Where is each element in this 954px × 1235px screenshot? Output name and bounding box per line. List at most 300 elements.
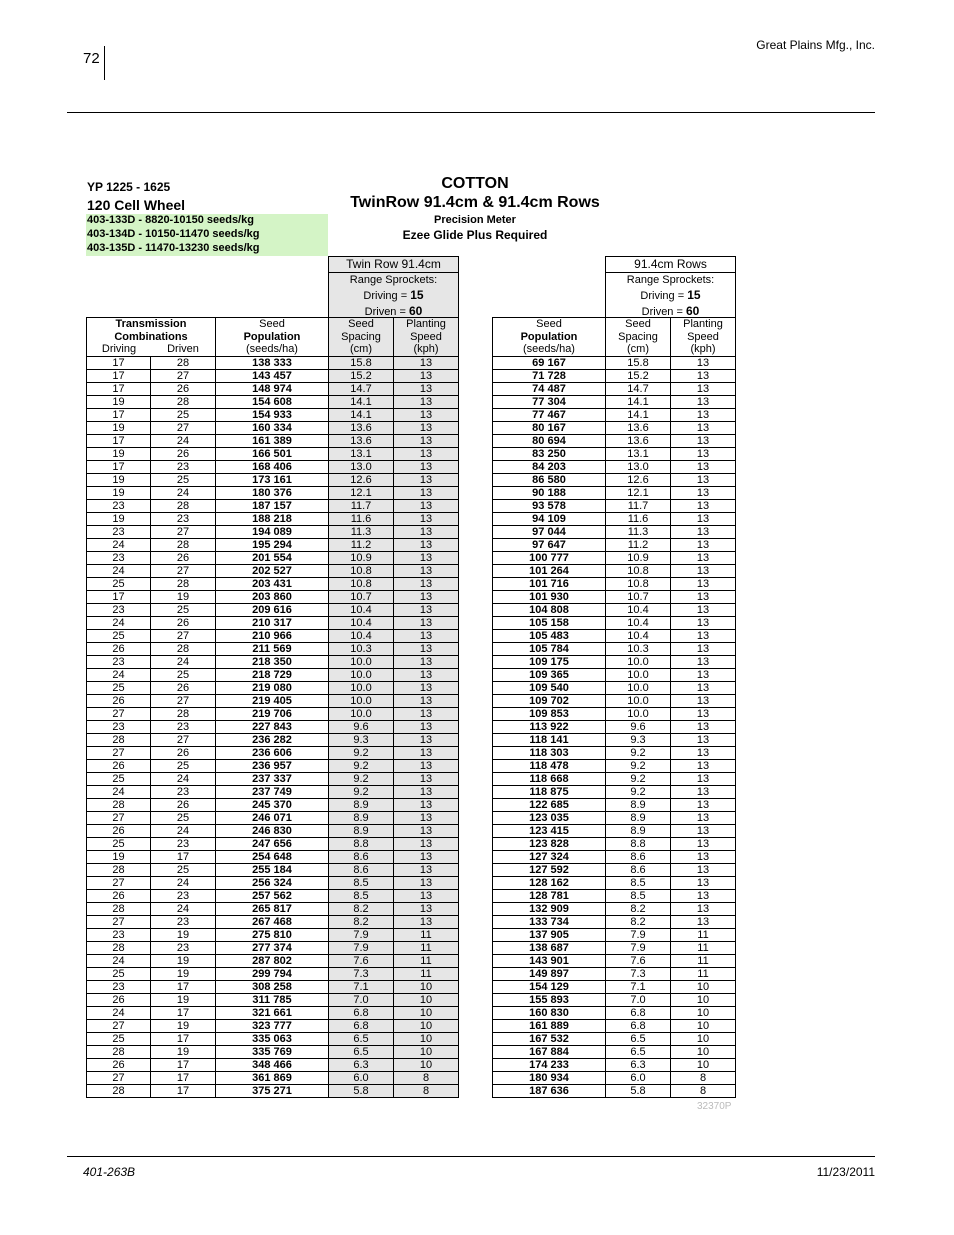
table-cell: 335 063 (216, 1032, 329, 1045)
table-cell: 13 (394, 733, 459, 746)
table-row (87, 902, 459, 915)
table-cell: 13 (394, 694, 459, 707)
table-cell: 10.0 (329, 655, 394, 668)
table-cell: 23 (151, 512, 216, 525)
table-cell: 27 (87, 915, 151, 928)
table-cell: 210 317 (216, 616, 329, 629)
table-cell: 245 370 (216, 798, 329, 811)
table-cell: 26 (151, 551, 216, 564)
table-cell: 11 (394, 928, 459, 941)
driving-header: Driving (101, 343, 137, 356)
table-cell: 13 (671, 811, 736, 824)
speed-header: Planting Speed (kph) (671, 318, 736, 357)
table-cell: 6.5 (329, 1032, 394, 1045)
table-cell: 27 (87, 746, 151, 759)
table-row (87, 1071, 459, 1084)
table-cell: 227 843 (216, 720, 329, 733)
table-cell: 323 777 (216, 1019, 329, 1032)
table-cell: 128 781 (493, 889, 606, 902)
table-cell: 13 (671, 564, 736, 577)
table-cell: 10.8 (329, 564, 394, 577)
table-cell: 8.9 (606, 811, 671, 824)
table-cell: 10.0 (329, 668, 394, 681)
table-cell: 194 089 (216, 525, 329, 538)
table-cell: 24 (87, 564, 151, 577)
table-cell: 80 694 (493, 434, 606, 447)
table-cell: 10 (671, 1019, 736, 1032)
table-cell: 7.0 (606, 993, 671, 1006)
table-cell: 13 (671, 772, 736, 785)
table-cell: 77 467 (493, 408, 606, 421)
table-cell: 26 (151, 746, 216, 759)
table-cell: 19 (87, 486, 151, 499)
table-row (87, 382, 459, 395)
table-row (493, 824, 736, 837)
table-cell: 23 (87, 720, 151, 733)
table-cell: 26 (87, 759, 151, 772)
table-cell: 211 569 (216, 642, 329, 655)
table-cell: 19 (87, 395, 151, 408)
table-cell: 13 (671, 629, 736, 642)
table-cell: 13 (671, 434, 736, 447)
table-row (87, 954, 459, 967)
table-cell: 154 129 (493, 980, 606, 993)
table-cell: 13 (394, 486, 459, 499)
table-cell: 13 (671, 837, 736, 850)
table-cell: 348 466 (216, 1058, 329, 1071)
table-cell: 133 734 (493, 915, 606, 928)
table-cell: 9.2 (329, 746, 394, 759)
table-cell: 13 (394, 746, 459, 759)
table-row (87, 642, 459, 655)
table-cell: 13 (671, 421, 736, 434)
table-row (87, 759, 459, 772)
table-row (493, 434, 736, 447)
table-cell: 8.9 (606, 798, 671, 811)
table-cell: 13 (394, 811, 459, 824)
chart-title-block (330, 175, 620, 243)
table-cell: 11.2 (329, 538, 394, 551)
table-cell: 17 (87, 356, 151, 369)
table-row (493, 356, 736, 369)
table-cell: 109 540 (493, 681, 606, 694)
table-cell: 8.6 (606, 850, 671, 863)
driven-header: Driven (167, 343, 199, 356)
table-cell: 13.0 (606, 460, 671, 473)
table-cell: 10.3 (329, 642, 394, 655)
table-row (493, 850, 736, 863)
table-cell: 13 (671, 668, 736, 681)
transmission-header: Transmission Combinations Driving Driven (87, 318, 216, 357)
table-row (87, 577, 459, 590)
table-cell: 10.3 (606, 642, 671, 655)
table-cell: 13 (394, 590, 459, 603)
table-cell: 13 (394, 408, 459, 421)
table-cell: 19 (151, 993, 216, 1006)
table-cell: 10 (394, 1019, 459, 1032)
table-row (493, 369, 736, 382)
table-cell: 97 647 (493, 538, 606, 551)
table-cell: 17 (151, 980, 216, 993)
table-cell: 13 (394, 382, 459, 395)
table-cell: 10.4 (606, 616, 671, 629)
table-cell: 25 (151, 863, 216, 876)
table-cell: 254 648 (216, 850, 329, 863)
table-cell: 17 (87, 460, 151, 473)
table-cell: 28 (151, 499, 216, 512)
table-cell: 6.5 (606, 1045, 671, 1058)
table-cell: 23 (151, 915, 216, 928)
table-cell: 13 (394, 577, 459, 590)
table-cell: 10.4 (329, 603, 394, 616)
header-rule (67, 112, 875, 113)
table-cell: 160 334 (216, 421, 329, 434)
table-cell: 137 905 (493, 928, 606, 941)
table-cell: 13 (671, 902, 736, 915)
table-cell: 27 (87, 811, 151, 824)
range-sprockets-label: Range Sprockets: (626, 274, 715, 286)
table-cell: 138 333 (216, 356, 329, 369)
table-row (87, 980, 459, 993)
table-cell: 7.9 (606, 928, 671, 941)
spacing-header: Seed Spacing (cm) (329, 318, 394, 357)
table-row (87, 603, 459, 616)
table-row (87, 486, 459, 499)
table-cell: 24 (151, 434, 216, 447)
table-cell: 10 (394, 980, 459, 993)
table-cell: 11 (671, 954, 736, 967)
table-cell: 13 (394, 681, 459, 694)
table-cell: 8.6 (606, 863, 671, 876)
table-cell: 27 (87, 876, 151, 889)
table-row (493, 408, 736, 421)
table-cell: 19 (151, 1045, 216, 1058)
table-cell: 195 294 (216, 538, 329, 551)
table-cell: 13 (394, 759, 459, 772)
table-cell: 10.4 (606, 603, 671, 616)
table-cell: 13 (394, 395, 459, 408)
table-cell: 19 (87, 473, 151, 486)
table-cell: 26 (151, 798, 216, 811)
table-cell: 27 (151, 525, 216, 538)
footer-rule (67, 1156, 875, 1157)
table-cell: 23 (87, 551, 151, 564)
table-cell: 7.1 (606, 980, 671, 993)
table-cell: 8 (394, 1084, 459, 1097)
table-row (493, 863, 736, 876)
table-cell: 201 554 (216, 551, 329, 564)
table-cell: 10.4 (329, 616, 394, 629)
table-cell: 12.6 (329, 473, 394, 486)
table-cell: 13 (671, 785, 736, 798)
table-cell: 299 794 (216, 967, 329, 980)
driven-value: 60 (685, 304, 700, 318)
table-cell: 27 (151, 629, 216, 642)
table-cell: 26 (87, 889, 151, 902)
table-cell: 17 (87, 369, 151, 382)
table-cell: 93 578 (493, 499, 606, 512)
table-cell: 287 802 (216, 954, 329, 967)
table-row (493, 538, 736, 551)
table-row (493, 980, 736, 993)
table-cell: 13 (394, 655, 459, 668)
twin-row-header (328, 256, 459, 318)
table-cell: 132 909 (493, 902, 606, 915)
table-cell: 24 (151, 772, 216, 785)
seed-option: 403-135D - 11470-13230 seeds/kg (87, 242, 260, 254)
table-cell: 10 (671, 993, 736, 1006)
table-cell: 6.0 (606, 1071, 671, 1084)
table-cell: 7.9 (329, 941, 394, 954)
table-cell: 13 (394, 603, 459, 616)
table-cell: 25 (87, 837, 151, 850)
rows-title: TwinRow 91.4cm & 91.4cm Rows (350, 194, 600, 211)
table-cell: 9.2 (606, 759, 671, 772)
table-cell: 13 (671, 577, 736, 590)
table-cell: 13.6 (329, 434, 394, 447)
table-row (493, 915, 736, 928)
table-cell: 13 (671, 538, 736, 551)
table-cell: 6.8 (606, 1019, 671, 1032)
table-cell: 23 (87, 499, 151, 512)
table-cell: 13 (671, 460, 736, 473)
table-cell: 17 (87, 382, 151, 395)
table-cell: 13 (671, 486, 736, 499)
table-row (493, 889, 736, 902)
table-row (87, 616, 459, 629)
table-cell: 10 (671, 1045, 736, 1058)
table-row (87, 395, 459, 408)
driving-value: 15 (410, 288, 424, 302)
table-cell: 13 (394, 551, 459, 564)
table-cell: 8 (671, 1071, 736, 1084)
table-cell: 256 324 (216, 876, 329, 889)
table-cell: 13 (394, 525, 459, 538)
table-cell: 28 (87, 798, 151, 811)
table-cell: 187 157 (216, 499, 329, 512)
rows-header (605, 256, 736, 318)
driven-value: 60 (408, 304, 423, 318)
table-cell: 7.9 (329, 928, 394, 941)
table-row (87, 434, 459, 447)
table-cell: 10.0 (329, 707, 394, 720)
table-cell: 188 218 (216, 512, 329, 525)
table-row (493, 1032, 736, 1045)
table-cell: 143 457 (216, 369, 329, 382)
table-cell: 13 (394, 434, 459, 447)
table-row (493, 642, 736, 655)
table-cell: 11 (671, 941, 736, 954)
table-row (493, 1019, 736, 1032)
table-cell: 13.6 (329, 421, 394, 434)
table-cell: 13 (394, 720, 459, 733)
table-cell: 7.6 (329, 954, 394, 967)
table-cell: 24 (87, 954, 151, 967)
table-cell: 6.0 (329, 1071, 394, 1084)
table-cell: 24 (151, 486, 216, 499)
table-row (493, 421, 736, 434)
table-cell: 10 (394, 993, 459, 1006)
table-cell: 19 (151, 1019, 216, 1032)
table-cell: 13 (671, 447, 736, 460)
table-cell: 25 (151, 408, 216, 421)
table-row (493, 837, 736, 850)
table-cell: 109 365 (493, 668, 606, 681)
table-cell: 12.6 (606, 473, 671, 486)
table-cell: 155 893 (493, 993, 606, 1006)
table-cell: 69 167 (493, 356, 606, 369)
table-cell: 27 (151, 733, 216, 746)
table-header-row (493, 318, 736, 357)
table-row (493, 785, 736, 798)
table-cell: 13 (394, 616, 459, 629)
table-cell: 8.9 (329, 798, 394, 811)
table-cell: 28 (87, 733, 151, 746)
table-cell: 13 (394, 850, 459, 863)
table-cell: 246 071 (216, 811, 329, 824)
table-cell: 13.6 (606, 434, 671, 447)
table-cell: 17 (151, 1032, 216, 1045)
table-row (493, 694, 736, 707)
table-row (493, 746, 736, 759)
table-cell: 166 501 (216, 447, 329, 460)
table-cell: 77 304 (493, 395, 606, 408)
table-cell: 13 (671, 369, 736, 382)
table-row (87, 798, 459, 811)
table-cell: 218 350 (216, 655, 329, 668)
table-row (493, 525, 736, 538)
table-cell: 13 (394, 876, 459, 889)
table-cell: 105 158 (493, 616, 606, 629)
table-row (87, 681, 459, 694)
table-cell: 24 (87, 1006, 151, 1019)
table-cell: 7.3 (606, 967, 671, 980)
population-header: Seed Population (seeds/ha) (493, 318, 606, 357)
table-cell: 105 784 (493, 642, 606, 655)
table-cell: 5.8 (606, 1084, 671, 1097)
table-cell: 11.7 (606, 499, 671, 512)
table-cell: 104 808 (493, 603, 606, 616)
table-cell: 13 (671, 525, 736, 538)
table-cell: 311 785 (216, 993, 329, 1006)
table-cell: 26 (87, 1058, 151, 1071)
table-cell: 11.7 (329, 499, 394, 512)
table-cell: 14.1 (329, 395, 394, 408)
table-row (493, 798, 736, 811)
table-row (493, 1084, 736, 1097)
table-cell: 128 162 (493, 876, 606, 889)
table-cell: 23 (87, 525, 151, 538)
table-cell: 19 (151, 967, 216, 980)
table-cell: 11.6 (329, 512, 394, 525)
table-row (493, 395, 736, 408)
table-row (493, 967, 736, 980)
table-row (493, 720, 736, 733)
table-cell: 8.5 (606, 889, 671, 902)
table-cell: 143 901 (493, 954, 606, 967)
table-cell: 26 (87, 642, 151, 655)
table-cell: 236 957 (216, 759, 329, 772)
table-cell: 27 (87, 1019, 151, 1032)
table-cell: 308 258 (216, 980, 329, 993)
table-row (87, 824, 459, 837)
table-cell: 203 431 (216, 577, 329, 590)
table-row (87, 967, 459, 980)
table-cell: 8 (394, 1071, 459, 1084)
table-row (493, 1006, 736, 1019)
table-cell: 19 (151, 928, 216, 941)
table-cell: 23 (151, 460, 216, 473)
table-cell: 160 830 (493, 1006, 606, 1019)
table-cell: 161 389 (216, 434, 329, 447)
table-row (87, 1084, 459, 1097)
table-cell: 101 264 (493, 564, 606, 577)
table-cell: 10.0 (606, 655, 671, 668)
table-row (87, 668, 459, 681)
table-cell: 13 (394, 668, 459, 681)
table-cell: 7.6 (606, 954, 671, 967)
table-cell: 14.1 (329, 408, 394, 421)
table-cell: 13 (394, 512, 459, 525)
table-cell: 7.9 (606, 941, 671, 954)
rows-table (492, 317, 736, 1098)
table-cell: 109 175 (493, 655, 606, 668)
table-cell: 13 (394, 564, 459, 577)
table-cell: 25 (151, 759, 216, 772)
table-cell: 109 702 (493, 694, 606, 707)
table-row (87, 915, 459, 928)
table-cell: 26 (151, 616, 216, 629)
table-row (493, 564, 736, 577)
table-cell: 219 405 (216, 694, 329, 707)
table-cell: 10.0 (606, 707, 671, 720)
table-cell: 237 749 (216, 785, 329, 798)
table-cell: 15.2 (329, 369, 394, 382)
table-row (87, 720, 459, 733)
table-cell: 25 (87, 681, 151, 694)
table-cell: 17 (151, 1071, 216, 1084)
table-cell: 8.8 (606, 837, 671, 850)
table-cell: 9.2 (606, 785, 671, 798)
table-row (493, 1045, 736, 1058)
table-cell: 24 (87, 785, 151, 798)
twin-row-title: Twin Row 91.4cm (329, 257, 458, 273)
table-cell: 10.0 (329, 681, 394, 694)
table-cell: 13 (671, 616, 736, 629)
table-cell: 26 (87, 993, 151, 1006)
table-cell: 25 (87, 772, 151, 785)
model-label: YP 1225 - 1625 (87, 180, 171, 194)
table-row (493, 616, 736, 629)
table-cell: 9.6 (606, 720, 671, 733)
table-row (87, 785, 459, 798)
table-cell: 209 616 (216, 603, 329, 616)
table-cell: 13 (394, 538, 459, 551)
document-number: 401-263B (83, 1165, 136, 1179)
table-cell: 180 934 (493, 1071, 606, 1084)
table-row (87, 655, 459, 668)
table-row (493, 954, 736, 967)
table-cell: 28 (151, 538, 216, 551)
table-cell: 13 (671, 746, 736, 759)
table-cell: 90 188 (493, 486, 606, 499)
table-row (493, 590, 736, 603)
table-cell: 13 (394, 642, 459, 655)
table-cell: 8.2 (606, 902, 671, 915)
table-cell: 17 (87, 434, 151, 447)
table-cell: 10 (394, 1045, 459, 1058)
table-cell: 13 (671, 408, 736, 421)
